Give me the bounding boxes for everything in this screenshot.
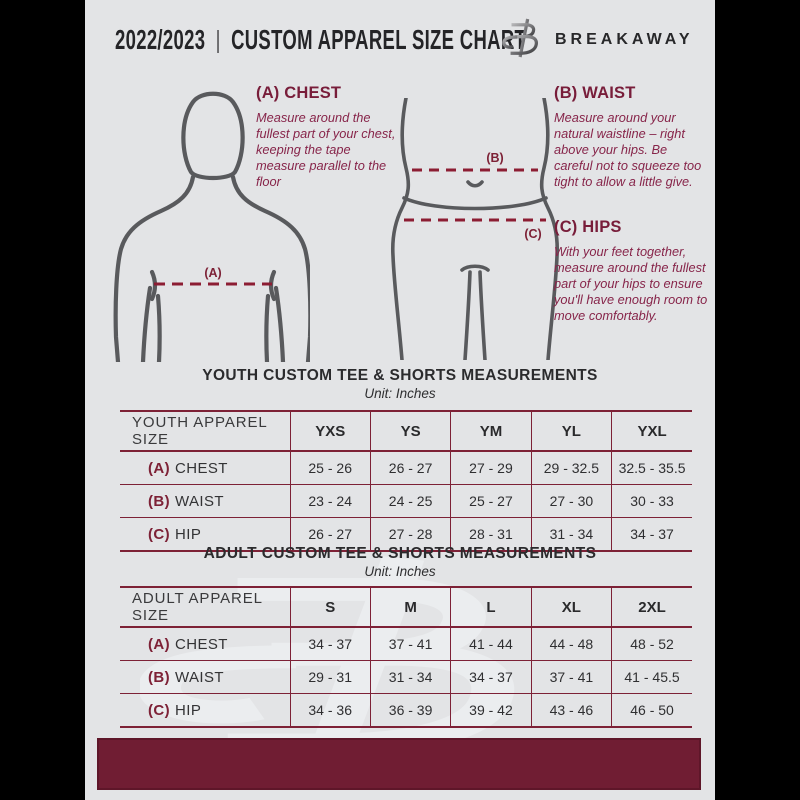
row-label-text: WAIST xyxy=(175,668,224,686)
measurement-row xyxy=(120,627,692,661)
size-label-header: YOUTH APPAREL SIZE xyxy=(132,414,268,448)
youth-size-table xyxy=(120,410,692,552)
measurement-cell: 34 - 37 xyxy=(451,661,531,694)
hips-instructions xyxy=(554,218,710,325)
measurement-row xyxy=(120,694,692,728)
size-column-header: YXS xyxy=(290,411,370,451)
measurement-cell: 36 - 39 xyxy=(370,694,450,728)
size-column-header: M xyxy=(370,587,450,627)
row-label-text: CHEST xyxy=(175,459,228,477)
waist-body: Measure around your natural waistline – right above your hips. Be careful not to squeeze too tight to allow a little give. xyxy=(554,110,702,190)
waist-line-label: (B) xyxy=(486,151,504,165)
row-label-text: CHEST xyxy=(175,635,228,653)
chest-heading: (A) CHEST xyxy=(256,84,342,102)
row-prefix: (B) xyxy=(148,668,171,686)
adult-unit-label: Unit: Inches xyxy=(364,564,436,579)
measurement-cell: 23 - 24 xyxy=(290,485,370,518)
row-label-text: HIP xyxy=(175,701,202,719)
youth-section-title: YOUTH CUSTOM TEE & SHORTS MEASUREMENTS xyxy=(202,367,598,384)
measurement-cell: 25 - 27 xyxy=(451,485,531,518)
masthead-separator: | xyxy=(215,25,221,54)
masthead-title: CUSTOM APPAREL SIZE CHART xyxy=(231,24,527,55)
youth-header-row xyxy=(120,411,692,451)
breakaway-logo-icon xyxy=(502,17,540,64)
measurement-cell: 29 - 32.5 xyxy=(531,451,611,485)
hips-body: With your feet together, measure around the fullest part of your hips to ensure you'll have enough room to move comfortably. xyxy=(554,244,708,324)
row-label xyxy=(120,485,290,518)
measurement-cell: 26 - 27 xyxy=(370,451,450,485)
row-label xyxy=(120,627,290,661)
measurement-cell: 27 - 30 xyxy=(531,485,611,518)
size-column-header: S xyxy=(290,587,370,627)
waist-heading: (B) WAIST xyxy=(554,84,636,102)
row-prefix: (C) xyxy=(148,525,171,543)
measurement-row xyxy=(120,451,692,485)
size-column-header: 2XL xyxy=(612,587,692,627)
size-column-header: YL xyxy=(531,411,611,451)
size-chart-page xyxy=(85,0,715,800)
row-prefix: (A) xyxy=(148,459,171,477)
measurement-cell: 39 - 42 xyxy=(451,694,531,728)
measurement-cell: 26 - 27 xyxy=(290,518,370,552)
brand-name: BREAKAWAY xyxy=(555,31,694,48)
chest-body: Measure around the fullest part of your chest, keeping the tape measure parallel to the floor xyxy=(256,110,396,190)
size-column-header: YM xyxy=(451,411,531,451)
row-prefix: (B) xyxy=(148,492,171,510)
measurement-row xyxy=(120,485,692,518)
measurement-cell: 46 - 50 xyxy=(612,694,692,728)
size-label-header: ADULT APPAREL SIZE xyxy=(132,590,263,624)
masthead xyxy=(115,24,526,56)
measurement-cell: 24 - 25 xyxy=(370,485,450,518)
measurement-cell: 43 - 46 xyxy=(531,694,611,728)
size-column-header: YS xyxy=(370,411,450,451)
adult-section-title: ADULT CUSTOM TEE & SHORTS MEASUREMENTS xyxy=(203,545,597,562)
measurement-cell: 34 - 37 xyxy=(612,518,692,552)
masthead-year: 2022/2023 xyxy=(115,24,206,55)
hip-line-label: (C) xyxy=(524,227,542,241)
measurement-cell: 31 - 34 xyxy=(370,661,450,694)
waist-instructions xyxy=(554,84,706,191)
footer-accent-bar xyxy=(97,738,701,790)
measurement-cell: 41 - 45.5 xyxy=(612,661,692,694)
measurement-cell: 27 - 28 xyxy=(370,518,450,552)
measurement-cell: 29 - 31 xyxy=(290,661,370,694)
measurement-cell: 25 - 26 xyxy=(290,451,370,485)
adult-header-row xyxy=(120,587,692,627)
measurement-cell: 31 - 34 xyxy=(531,518,611,552)
measurement-cell: 30 - 33 xyxy=(612,485,692,518)
hips-heading: (C) HIPS xyxy=(554,218,622,236)
row-label xyxy=(120,661,290,694)
measurement-cell: 28 - 31 xyxy=(451,518,531,552)
measurement-cell: 32.5 - 35.5 xyxy=(612,451,692,485)
size-column-header: XL xyxy=(531,587,611,627)
size-column-header: L xyxy=(451,587,531,627)
measurement-cell: 41 - 44 xyxy=(451,627,531,661)
measurement-cell: 48 - 52 xyxy=(612,627,692,661)
measurement-row xyxy=(120,661,692,694)
row-label xyxy=(120,694,290,728)
measurement-cell: 44 - 48 xyxy=(531,627,611,661)
row-prefix: (A) xyxy=(148,635,171,653)
waist-hip-measure-figure xyxy=(390,98,560,365)
chest-line-label: (A) xyxy=(204,266,222,280)
measurement-cell: 34 - 36 xyxy=(290,694,370,728)
measurement-cell: 34 - 37 xyxy=(290,627,370,661)
measurement-cell: 27 - 29 xyxy=(451,451,531,485)
measurement-cell: 37 - 41 xyxy=(531,661,611,694)
row-label xyxy=(120,451,290,485)
chest-instructions xyxy=(256,84,398,191)
row-label-text: WAIST xyxy=(175,492,224,510)
measurement-cell: 37 - 41 xyxy=(370,627,450,661)
row-label-text: HIP xyxy=(175,525,202,543)
adult-size-table xyxy=(120,586,692,728)
row-prefix: (C) xyxy=(148,701,171,719)
size-column-header: YXL xyxy=(612,411,692,451)
youth-unit-label: Unit: Inches xyxy=(364,386,436,401)
